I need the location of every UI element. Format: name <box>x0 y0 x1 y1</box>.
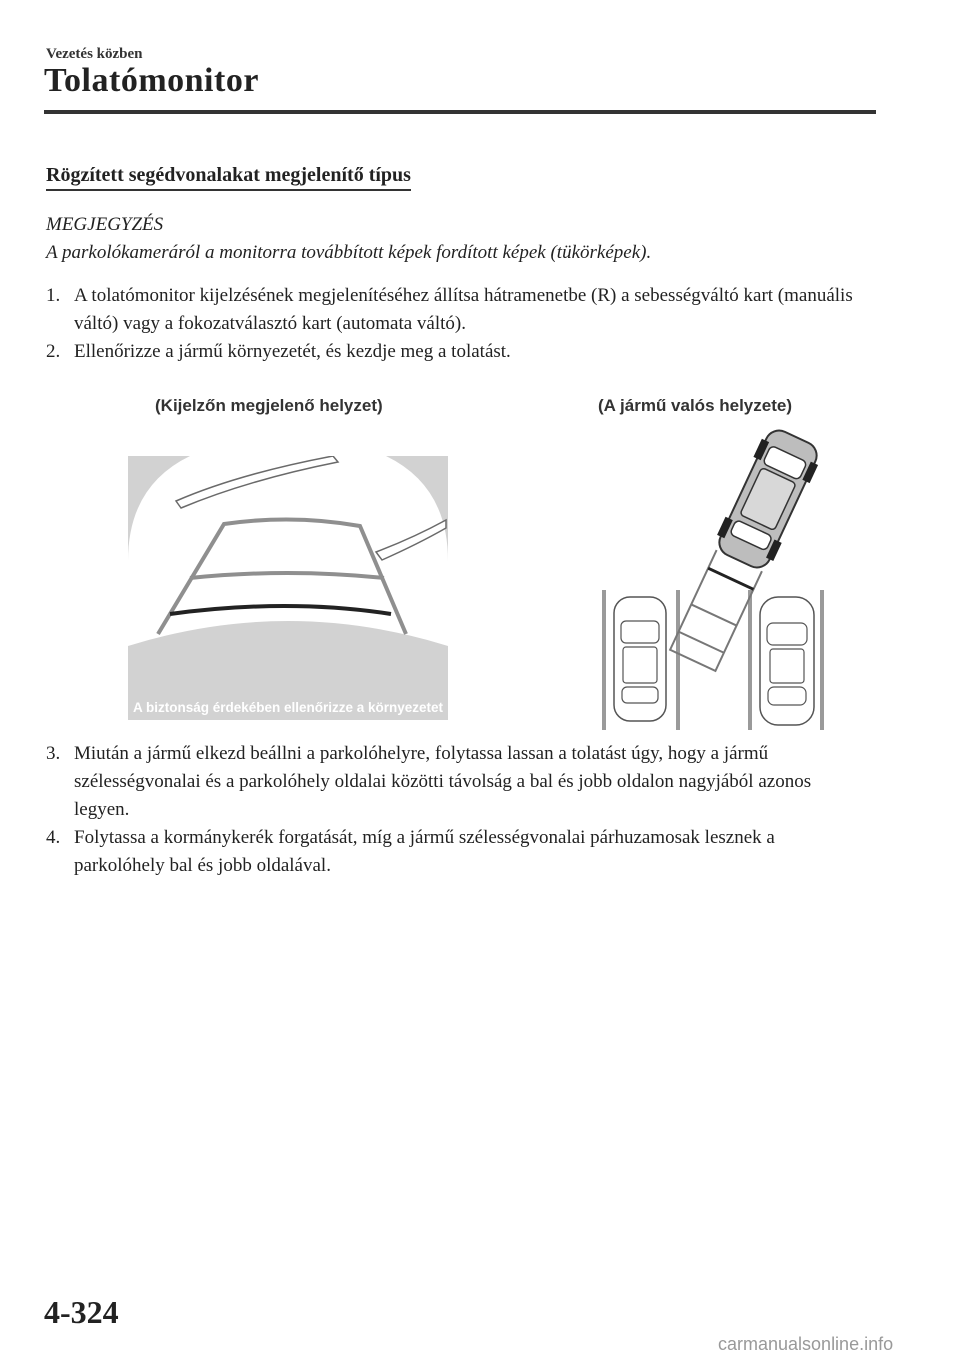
figure-caption-actual: (A jármű valós helyzete) <box>598 396 792 415</box>
step-text: Ellenőrizze a jármű környezetét, és kezdje meg a tolatást. <box>74 341 511 362</box>
step-text: Miután a jármű elkezd beállni a parkolóhelyre, folytassa lassan a tolatást úgy, hogy a jármű szélességvonalai és a parkolóhely oldalai közötti távolság a bal és jobb oldalon nagyjából azonos legyen. <box>74 743 812 820</box>
vehicle-position-illustration <box>590 425 840 735</box>
parked-car-right <box>760 597 814 725</box>
figure-caption-display: (Kijelzőn megjelenő helyzet) <box>155 396 383 415</box>
step-3 <box>46 740 866 824</box>
breadcrumb: Vezetés közben <box>46 46 143 62</box>
note-text: A parkolókameráról a monitorra továbbított képek fordított képek (tükörképek). <box>46 242 652 263</box>
step-4 <box>46 824 866 880</box>
page-title: Tolatómonitor <box>44 62 259 99</box>
step-number: 2. <box>46 341 61 362</box>
parked-car-left <box>614 597 666 721</box>
parking-line <box>748 590 752 730</box>
page-number: 4-324 <box>44 1294 119 1330</box>
step-number: 3. <box>46 743 61 764</box>
parking-line <box>820 590 824 730</box>
monitor-warning-text: A biztonság érdekében ellenőrizze a környezetet <box>132 700 444 715</box>
title-divider <box>44 110 876 114</box>
step-text: A tolatómonitor kijelzésének megjelenítéséhez állítsa hátramenetbe (R) a sebességváltó kart (manuális váltó) vagy a fokozatválasztó kart (automata váltó). <box>74 285 853 334</box>
parking-line <box>602 590 606 730</box>
watermark: carmanualsonline.info <box>718 1334 894 1354</box>
step-number: 4. <box>46 827 61 848</box>
monitor-display-illustration <box>128 456 448 720</box>
section-heading: Rögzített segédvonalakat megjelenítő típus <box>46 164 411 191</box>
step-2 <box>46 338 866 366</box>
step-number: 1. <box>46 285 61 306</box>
note-label: MEGJEGYZÉS <box>46 214 164 235</box>
projected-bumper-line <box>708 568 753 589</box>
step-1 <box>46 282 866 338</box>
step-text: Folytassa a kormánykerék forgatását, míg a jármű szélességvonalai párhuzamosak lesznek a parkolóhely bal és jobb oldalával. <box>74 827 775 876</box>
parking-line <box>676 590 680 730</box>
